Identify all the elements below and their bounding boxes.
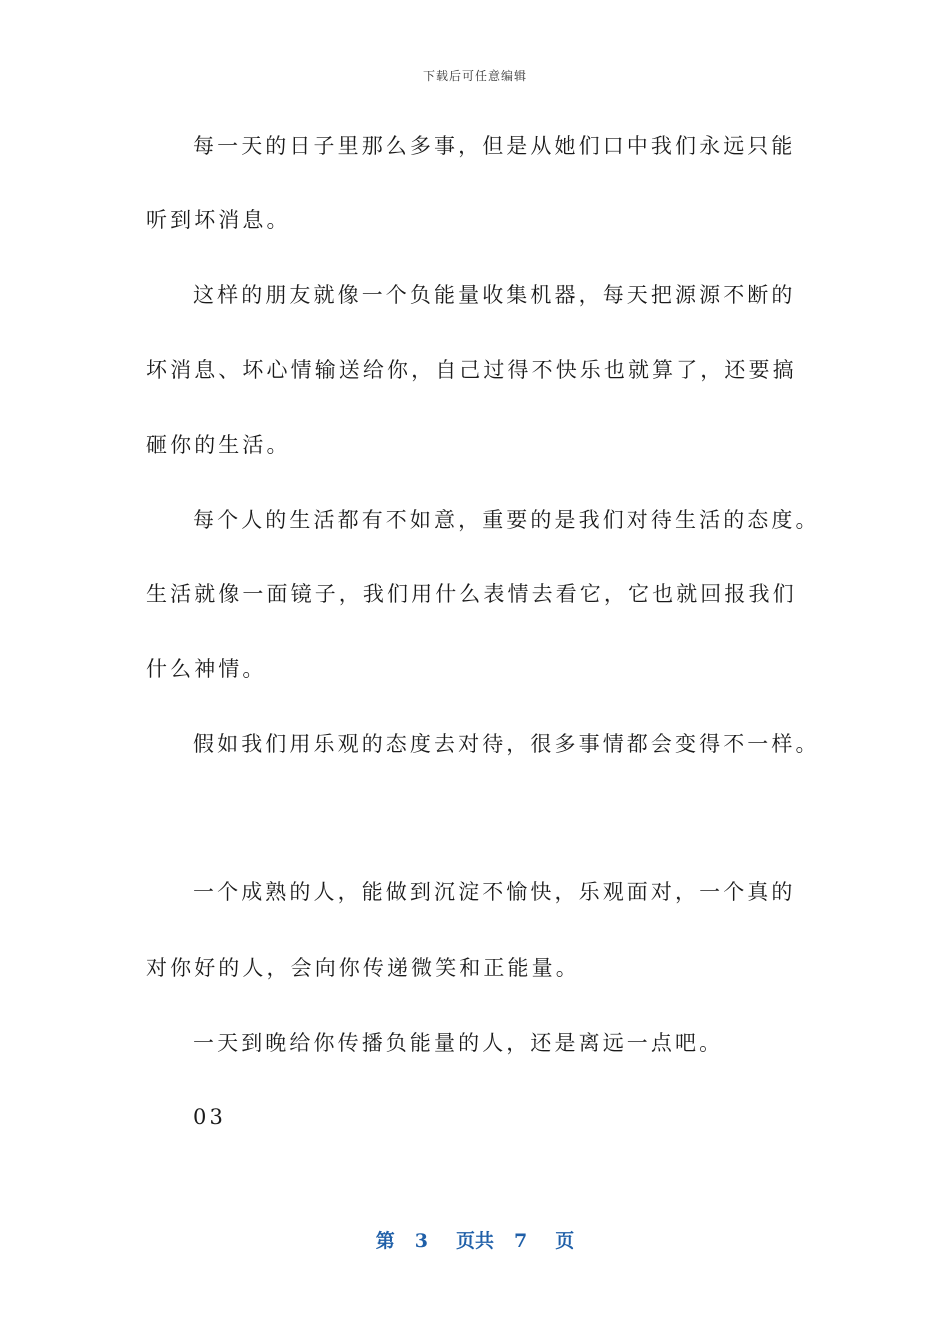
page-footer <box>0 1226 950 1253</box>
page-label-mid: 页共 <box>455 1230 494 1252</box>
page-label-suffix: 页 <box>555 1230 575 1252</box>
paragraph-line-2: 听到坏消息。 <box>146 208 291 232</box>
section-number: 03 <box>193 1105 226 1129</box>
paragraph-line-4: 坏消息、坏心情输送给你，自己过得不快乐也就算了，还要搞 <box>146 358 797 382</box>
header-note: 下载后可任意编辑 <box>422 69 527 83</box>
paragraph-line-9: 假如我们用乐观的态度去对待，很多事情都会变得不一样。 <box>193 732 820 756</box>
paragraph-line-5: 砸你的生活。 <box>146 433 291 457</box>
paragraph-line-11: 对你好的人，会向你传递微笑和正能量。 <box>146 956 580 980</box>
paragraph-line-10: 一个成熟的人，能做到沉淀不愉快，乐观面对，一个真的 <box>193 880 796 904</box>
paragraph-line-12: 一天到晚给你传播负能量的人，还是离远一点吧。 <box>193 1031 724 1055</box>
paragraph-line-7: 生活就像一面镜子，我们用什么表情去看它，它也就回报我们 <box>146 582 797 606</box>
page-label-prefix: 第 <box>375 1230 395 1252</box>
paragraph-line-8: 什么神情。 <box>146 657 267 681</box>
paragraph-line-3: 这样的朋友就像一个负能量收集机器，每天把源源不断的 <box>193 283 796 307</box>
current-page-number: 3 <box>414 1230 428 1252</box>
paragraph-line-1: 每一天的日子里那么多事，但是从她们口中我们永远只能 <box>193 134 796 158</box>
total-pages-number: 7 <box>514 1230 528 1252</box>
paragraph-line-6: 每个人的生活都有不如意，重要的是我们对待生活的态度。 <box>193 508 820 532</box>
